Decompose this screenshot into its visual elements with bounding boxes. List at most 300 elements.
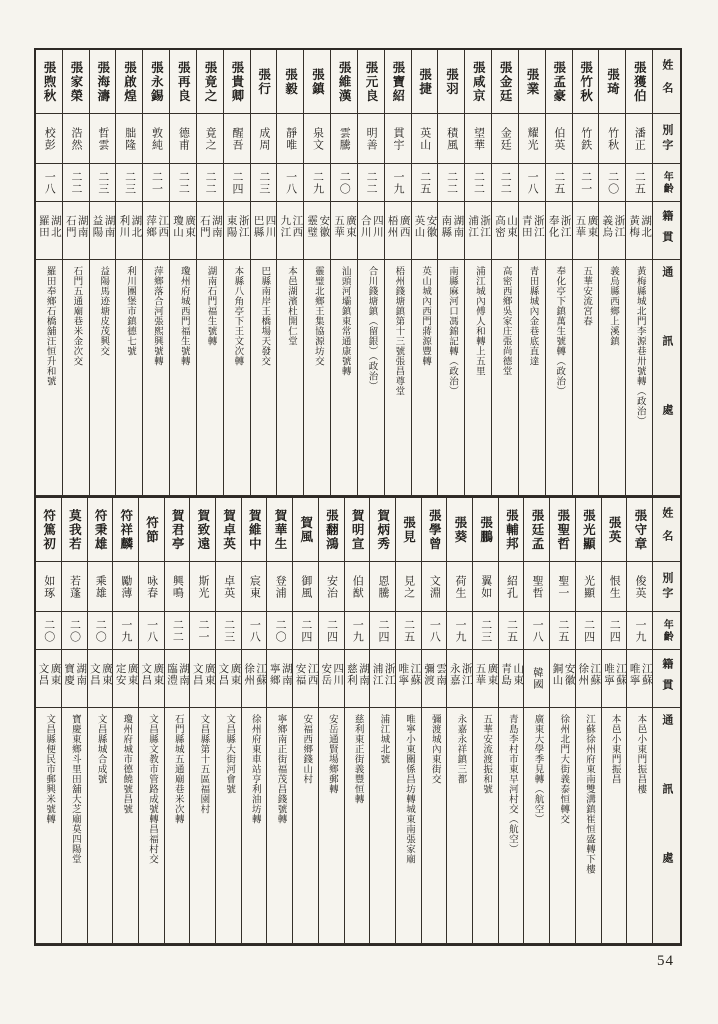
age-text: 二四 (376, 618, 389, 643)
cell-age (304, 164, 330, 202)
addr-text: 湖南石門福生號轉 (205, 266, 216, 346)
cell-native (251, 202, 277, 260)
zi-text: 醒吾 (230, 126, 243, 151)
cell-name (447, 498, 472, 562)
zi-text: 勵薄 (119, 574, 132, 599)
cell-name (90, 50, 116, 114)
cell-age (626, 164, 652, 202)
cell-zi (319, 562, 344, 612)
cell-name (370, 498, 395, 562)
cell-age (267, 612, 292, 650)
cell-name (465, 50, 491, 114)
cell-addr (358, 260, 384, 496)
cell-zi (519, 114, 545, 164)
age-text: 二〇 (94, 618, 107, 643)
cell-addr (36, 708, 61, 944)
header-zi-label: 別字 (660, 571, 673, 602)
cell-native (492, 202, 518, 260)
cell-zi (242, 562, 267, 612)
name-text: 張羽 (444, 67, 459, 96)
age-text: 一九 (633, 618, 646, 643)
zi-text: 校彭 (43, 126, 56, 151)
cell-addr (143, 260, 169, 496)
cell-addr (627, 708, 652, 944)
cell-age (88, 612, 113, 650)
cell-name (197, 50, 223, 114)
cell-addr (88, 708, 113, 944)
cell-native (626, 202, 652, 260)
cell-name (627, 498, 652, 562)
addr-text: 江蘇徐州府東南雙溝鎮崔恒盛轉下樓 (583, 714, 594, 874)
zi-text: 哲雲 (96, 126, 109, 151)
name-text: 張毅 (283, 67, 298, 96)
cell-name (170, 50, 196, 114)
header-name-label: 姓名 (660, 58, 673, 105)
cell-name (358, 50, 384, 114)
cell-zi (116, 114, 142, 164)
cell-zi (267, 562, 292, 612)
cell-addr (599, 260, 625, 496)
person-column (411, 50, 438, 496)
addr-text: 徐州北門大街義泰恒轉交 (558, 714, 569, 824)
header-zi (653, 562, 680, 612)
native-text: 廣東文昌 (217, 662, 241, 686)
native-text: 江蘇徐州 (577, 662, 601, 686)
native-text: 江蘇唯寧 (602, 662, 626, 686)
name-text: 張鵬 (478, 515, 493, 544)
cell-name (626, 50, 652, 114)
zi-text: 斯光 (197, 574, 210, 599)
cell-age (438, 164, 464, 202)
addr-text: 永嘉永祥鎮三都 (455, 714, 466, 784)
cell-zi (358, 114, 384, 164)
cell-zi (447, 562, 472, 612)
person-column (112, 498, 138, 944)
cell-addr (524, 708, 549, 944)
zi-text: 泉文 (311, 126, 324, 151)
cell-addr (626, 260, 652, 496)
cell-name (573, 50, 599, 114)
cell-zi (576, 562, 601, 612)
cell-age (358, 164, 384, 202)
addr-text: 本邑小東門振昌 (609, 714, 620, 784)
addr-text: 慈利東正街義豐恒轉 (352, 714, 363, 804)
person-column (549, 498, 575, 944)
cell-addr (473, 708, 498, 944)
cell-age (385, 164, 411, 202)
cell-name (331, 50, 357, 114)
person-column (491, 50, 518, 496)
cell-native (524, 650, 549, 708)
cell-age (370, 612, 395, 650)
age-text: 二二 (499, 170, 512, 195)
header-column (652, 498, 680, 944)
name-text: 符秉雄 (93, 508, 108, 551)
page-number: 54 (657, 953, 674, 969)
name-text: 張學曾 (427, 508, 442, 551)
native-text: 湖北利川 (118, 214, 142, 238)
native-text: 湖北黃梅 (628, 214, 652, 238)
zi-text: 如琢 (42, 574, 55, 599)
cell-age (113, 612, 138, 650)
cell-zi (62, 562, 87, 612)
cell-name (304, 50, 330, 114)
name-text: 張咸京 (471, 60, 486, 103)
age-text: 一八 (526, 170, 539, 195)
name-text: 張啟煌 (122, 60, 137, 103)
person-column (223, 50, 250, 496)
native-text: 浙江奉化 (547, 214, 571, 238)
zi-text: 紹孔 (505, 574, 518, 599)
native-text: 安徽英山 (413, 214, 437, 238)
cell-name (62, 498, 87, 562)
cell-addr (438, 260, 464, 496)
cell-addr (385, 260, 411, 496)
cell-native (139, 650, 164, 708)
age-text: 二四 (325, 618, 338, 643)
cell-zi (524, 562, 549, 612)
cell-name (293, 498, 318, 562)
cell-age (319, 612, 344, 650)
person-column (115, 50, 142, 496)
cell-addr (63, 260, 89, 496)
cell-zi (370, 562, 395, 612)
cell-name (116, 50, 142, 114)
cell-native (224, 202, 250, 260)
native-text: 山東高密 (493, 214, 517, 238)
zi-text: 敦純 (150, 126, 163, 151)
addr-text: 文昌縣大街河會號 (224, 714, 235, 794)
age-text: 二三 (257, 170, 270, 195)
name-text: 賀卓英 (221, 508, 236, 551)
cell-zi (304, 114, 330, 164)
age-text: 二五 (505, 618, 518, 643)
name-text: 張寶紹 (390, 60, 405, 103)
addr-text: 瓊州府城市德饒號昌號 (121, 714, 132, 814)
cell-zi (499, 562, 524, 612)
person-column (626, 498, 652, 944)
cell-age (396, 612, 421, 650)
cell-native (293, 650, 318, 708)
zi-text: 荷生 (454, 574, 467, 599)
cell-age (627, 612, 652, 650)
person-column (36, 498, 61, 944)
name-text: 賀炳秀 (375, 508, 390, 551)
name-text: 符祥麟 (118, 508, 133, 551)
cell-name (277, 50, 303, 114)
cell-name (63, 50, 89, 114)
addr-text: 義烏縣西鄉上溪鎮 (607, 266, 618, 346)
cell-native (599, 202, 625, 260)
addr-text: 梧州錢塘鎮第十三號張昌尊堂 (393, 266, 404, 396)
addr-text: 本縣八角亭下王文次轉 (232, 266, 243, 366)
name-text: 張捷 (417, 67, 432, 96)
cell-addr (197, 260, 223, 496)
cell-native (412, 202, 438, 260)
name-text: 張英 (607, 515, 622, 544)
addr-text: 浦江城北號 (378, 714, 389, 764)
person-column (164, 498, 190, 944)
person-column (169, 50, 196, 496)
cell-name (396, 498, 421, 562)
name-text: 賀君亭 (170, 508, 185, 551)
person-column (61, 498, 87, 944)
addr-text: 安福西鄉錢山村 (301, 714, 312, 784)
name-text: 張翻鴻 (324, 508, 339, 551)
cell-addr (370, 708, 395, 944)
native-text: 江蘇唯寧 (397, 662, 421, 686)
cell-name (492, 50, 518, 114)
cell-age (602, 612, 627, 650)
zi-text: 成周 (257, 126, 270, 151)
zi-text: 光顯 (582, 574, 595, 599)
zi-text: 英山 (418, 126, 431, 151)
person-column (472, 498, 498, 944)
person-column (464, 50, 491, 496)
age-text: 二四 (608, 618, 621, 643)
zi-text: 御風 (299, 574, 312, 599)
cell-addr (319, 708, 344, 944)
zi-text: 伯英 (552, 126, 565, 151)
native-text: 雲南彌渡 (423, 662, 447, 686)
cell-name (165, 498, 190, 562)
cell-zi (293, 562, 318, 612)
cell-addr (550, 708, 575, 944)
cell-name (546, 50, 572, 114)
addr-text: 廣東大學季見轉（航空） (532, 714, 543, 824)
name-text: 符節 (144, 515, 159, 544)
age-text: 二二 (472, 170, 485, 195)
addr-text: 五華安流渡振和號 (481, 714, 492, 794)
zi-text: 金廷 (499, 126, 512, 151)
cell-zi (63, 114, 89, 164)
header-native (653, 202, 680, 260)
cell-zi (36, 114, 62, 164)
cell-zi (165, 562, 190, 612)
cell-age (519, 164, 545, 202)
cell-name (242, 498, 267, 562)
cell-zi (599, 114, 625, 164)
age-text: 二四 (299, 618, 312, 643)
native-text: 廣東瓊山 (172, 214, 196, 238)
addr-text: 英山城內西門蔣源豐轉 (420, 266, 431, 366)
cell-age (165, 612, 190, 650)
cell-addr (62, 708, 87, 944)
native-text: 廣東文昌 (37, 662, 61, 686)
cell-age (573, 164, 599, 202)
cell-zi (626, 114, 652, 164)
cell-native (385, 202, 411, 260)
zi-text: 安治 (325, 574, 338, 599)
cell-native (438, 202, 464, 260)
age-text: 二二 (365, 170, 378, 195)
cell-age (473, 612, 498, 650)
zi-text: 見之 (402, 574, 415, 599)
addr-text: 唯寧小東關係昌坊轉城東南張家廟 (404, 714, 415, 864)
cell-addr (576, 708, 601, 944)
cell-native (267, 650, 292, 708)
cell-native (197, 202, 223, 260)
cell-zi (627, 562, 652, 612)
cell-native (113, 650, 138, 708)
zi-text: 若蓬 (68, 574, 81, 599)
cell-addr (242, 708, 267, 944)
native-text: 江西安福 (294, 662, 318, 686)
cell-name (36, 498, 61, 562)
cell-native (277, 202, 303, 260)
cell-zi (465, 114, 491, 164)
native-text: 四川巴縣 (252, 214, 276, 238)
age-text: 二二 (171, 618, 184, 643)
cell-age (36, 612, 61, 650)
person-column (138, 498, 164, 944)
native-text: 安徽銅山 (551, 662, 575, 686)
person-column (369, 498, 395, 944)
zi-text: 貫宇 (391, 126, 404, 151)
name-text: 張廷孟 (530, 508, 545, 551)
person-column (36, 50, 62, 496)
cell-zi (396, 562, 421, 612)
age-text: 一八 (428, 618, 441, 643)
cell-addr (573, 260, 599, 496)
cell-addr (422, 708, 447, 944)
person-column (142, 50, 169, 496)
cell-native (422, 650, 447, 708)
name-text: 張聖哲 (555, 508, 570, 551)
cell-native (602, 650, 627, 708)
person-column (446, 498, 472, 944)
cell-name (216, 498, 241, 562)
cell-native (62, 650, 87, 708)
native-text: 湖南石門 (64, 214, 88, 238)
cell-native (90, 202, 116, 260)
cell-name (267, 498, 292, 562)
name-text: 張元良 (363, 60, 378, 103)
cell-addr (492, 260, 518, 496)
addr-text: 高密西鄉吳家庄張尚德堂 (500, 266, 511, 376)
cell-name (251, 50, 277, 114)
cell-native (165, 650, 190, 708)
cell-addr (304, 260, 330, 496)
addr-text: 奉化亭下鎮萬生號轉（政治） (554, 266, 565, 396)
native-text: 湖北羅田 (37, 214, 61, 238)
cell-addr (602, 708, 627, 944)
native-text: 湖南寧鄉 (268, 662, 292, 686)
native-text: 浙江東陽 (225, 214, 249, 238)
zi-text: 積風 (445, 126, 458, 151)
cell-native (345, 650, 370, 708)
addr-text: 石門縣城五通廟巷米次轉 (172, 714, 183, 824)
addr-text: 巴縣南岸王橋場天發交 (259, 266, 270, 366)
name-text: 張鎮 (310, 67, 325, 96)
header-age (653, 612, 680, 650)
header-addr-label: 通訊處 (660, 714, 673, 921)
cell-age (576, 612, 601, 650)
zi-text: 伯猷 (351, 574, 364, 599)
cell-native (36, 650, 61, 708)
zi-text: 竟之 (204, 126, 217, 151)
cell-age (143, 164, 169, 202)
cell-native (319, 650, 344, 708)
cell-addr (90, 260, 116, 496)
name-text: 張家榮 (68, 60, 83, 103)
cell-zi (473, 562, 498, 612)
cell-native (242, 650, 267, 708)
age-text: 二二 (177, 170, 190, 195)
age-text: 一八 (284, 170, 297, 195)
cell-native (116, 202, 142, 260)
person-column (266, 498, 292, 944)
zi-text: 俊英 (633, 574, 646, 599)
age-text: 一九 (119, 618, 132, 643)
header-native (653, 650, 680, 708)
person-column (292, 498, 318, 944)
section-bottom (36, 496, 680, 944)
name-text: 張見 (401, 515, 416, 544)
cell-native (447, 650, 472, 708)
native-text: 四川合川 (359, 214, 383, 238)
header-age-label: 年齡 (661, 170, 673, 195)
cell-name (576, 498, 601, 562)
cell-age (499, 612, 524, 650)
native-text: 江西萍鄉 (145, 214, 169, 238)
cell-name (602, 498, 627, 562)
cell-name (224, 50, 250, 114)
name-text: 張維漢 (337, 60, 352, 103)
name-text: 賀致遠 (195, 508, 210, 551)
age-text: 二二 (445, 170, 458, 195)
addr-text: 萍鄉落合河張熙興號轉 (151, 266, 162, 366)
cell-age (116, 164, 142, 202)
name-text: 張琦 (605, 67, 620, 96)
cell-addr (277, 260, 303, 496)
zi-text: 宸東 (248, 574, 261, 599)
addr-text: 文昌縣便民市郵興米號轉 (44, 714, 55, 824)
zi-text: 聖哲 (531, 574, 544, 599)
person-column (572, 50, 599, 496)
cell-name (319, 498, 344, 562)
age-text: 二三 (479, 618, 492, 643)
header-zi-label: 別字 (660, 123, 673, 154)
cell-age (345, 612, 370, 650)
cell-native (304, 202, 330, 260)
cell-age (550, 612, 575, 650)
native-text: 浙江永嘉 (448, 662, 472, 686)
age-text: 二九 (311, 170, 324, 195)
zi-text: 文淵 (428, 574, 441, 599)
cell-age (90, 164, 116, 202)
cell-native (143, 202, 169, 260)
name-text: 張貴卿 (229, 60, 244, 103)
addr-text: 靈璧北鄉王集協源坊交 (312, 266, 323, 366)
cell-age (331, 164, 357, 202)
person-column (498, 498, 524, 944)
cell-zi (492, 114, 518, 164)
addr-text: 浦江城內傅人和轉上五里 (473, 266, 484, 376)
cell-native (331, 202, 357, 260)
cell-age (36, 164, 62, 202)
header-native-label: 籍貫 (660, 657, 673, 700)
addr-text: 益陽馬迹塘皮茂興交 (98, 266, 109, 356)
cell-name (385, 50, 411, 114)
name-text: 張永錫 (149, 60, 164, 103)
zi-text: 雲騰 (338, 126, 351, 151)
name-text: 張金廷 (498, 60, 513, 103)
native-text: 廣東五華 (474, 662, 498, 686)
cell-age (139, 612, 164, 650)
person-column (601, 498, 627, 944)
cell-addr (165, 708, 190, 944)
